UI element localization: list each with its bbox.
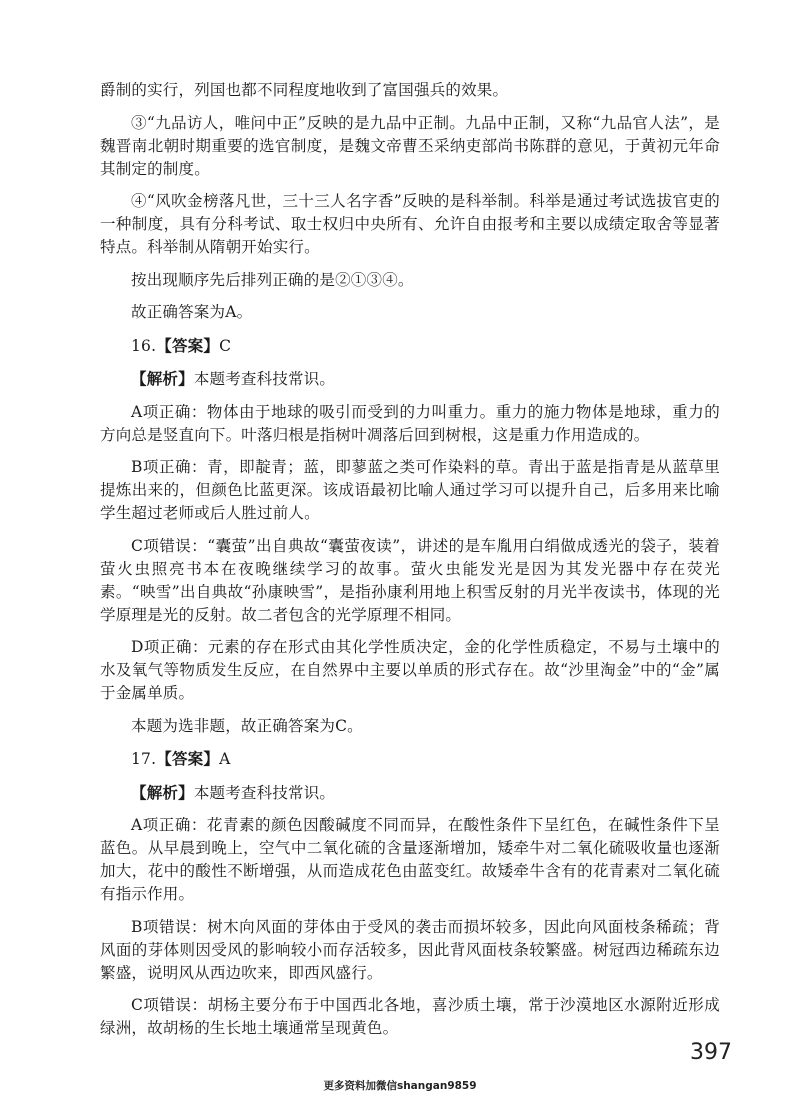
analysis-heading: 【解析】本题考查科技常识。 — [131, 782, 336, 802]
bracket-label: 【解析】 — [131, 782, 194, 802]
paragraph: 本题为选非题，故正确答案为C。 — [131, 716, 363, 735]
page-number: 397 — [690, 1040, 732, 1065]
bracket-label: 【答案】 — [156, 335, 220, 355]
paragraph: C项错误：“囊萤”出自典故“囊萤夜读”，讲述的是车胤用白绢做成透光的袋子，装着萤火虫照亮书本在夜晚继续学习的故事。萤火虫能发光是因为其发光器中存在荧光素。“映雪”出自典故“孙康映雪”，是指孙康利用地上积雪反射的月光半夜读书，体现的光学原理是光的反射。故二者包含的光学原理不相同。 — [100, 536, 720, 624]
paragraph: D项正确：元素的存在形式由其化学性质决定，金的化学性质稳定，不易与土壤中的水及氧气等物质发生反应，在自然界中主要以单质的形式存在。故“沙里淘金”中的“金”属于金属单质。 — [100, 638, 720, 702]
paragraph: 按出现顺序先后排列正确的是②①③④。 — [131, 270, 414, 289]
body-text — [100, 79, 720, 1050]
paragraph: ④“风吹金榜落凡世，三十三人名字香”反映的是科举制。科举是通过考试选拔官吏的一种制度，具有分科考试、取士权归中央所有、允许自由报考和主要以成绩定取舍等显著特点。科举制从隋朝开始实行。 — [100, 192, 720, 256]
paragraph: C项错误：胡杨主要分布于中国西北各地，喜沙质土壤，常于沙漠地区水源附近形成绿洲，故胡杨的生长地土壤通常呈现黄色。 — [100, 996, 720, 1037]
paragraph: 爵制的实行，列国也都不同程度地收到了富国强兵的效果。 — [100, 81, 509, 99]
footer-note: 更多资料加微信shangan9859 — [323, 1080, 477, 1092]
paragraph: A项正确：花青素的颜色因酸碱度不同而异，在酸性条件下呈红色，在碱性条件下呈蓝色。从早晨到晚上，空气中二氧化硫的含量逐渐增加，矮牵牛对二氧化硫吸收量也逐渐加大，花中的酸性不断增强，从而造成花色由蓝变红。故矮牵牛含有的花青素对二氧化硫有指示作用。 — [100, 816, 720, 903]
paragraph: A项正确：物体由于地球的吸引而受到的力叫重力。重力的施力物体是地球，重力的方向总是竖直向下。叶落归根是指树叶凋落后回到树根，这是重力作用造成的。 — [100, 402, 720, 444]
answer-heading-16: 16.【答案】C — [131, 335, 232, 355]
bracket-label: 【解析】 — [131, 369, 194, 388]
analysis-heading: 【解析】本题考查科技常识。 — [131, 369, 336, 388]
paragraph: 故正确答案为A。 — [131, 303, 253, 321]
paragraph: B项正确：青，即靛青；蓝，即蓼蓝之类可作染料的草。青出于蓝是指青是从蓝草里提炼出来的，但颜色比蓝更深。该成语最初比喻人通过学习可以提升自己，后多用来比喻学生超过老师或后人胜过前人。 — [100, 458, 720, 522]
bracket-label: 【答案】 — [156, 749, 220, 768]
paragraph: ③“九品访人，唯问中正”反映的是九品中正制。九品中正制，又称“九品官人法”，是魏晋南北朝时期重要的选官制度，是魏文帝曹丕采纳吏部尚书陈群的意见，于黄初元年命其制定的制度。 — [100, 113, 720, 178]
paragraph: B项错误：树木向风面的芽体由于受风的袭击而损坏较多，因此向风面枝条稀疏；背风面的芽体则因受风的影响较小而存活较多，因此背风面枝条较繁盛。树冠西边稀疏东边繁盛，说明风从西边吹来，即西风盛行。 — [100, 917, 720, 982]
answer-heading-17: 17.【答案】A — [131, 749, 231, 768]
